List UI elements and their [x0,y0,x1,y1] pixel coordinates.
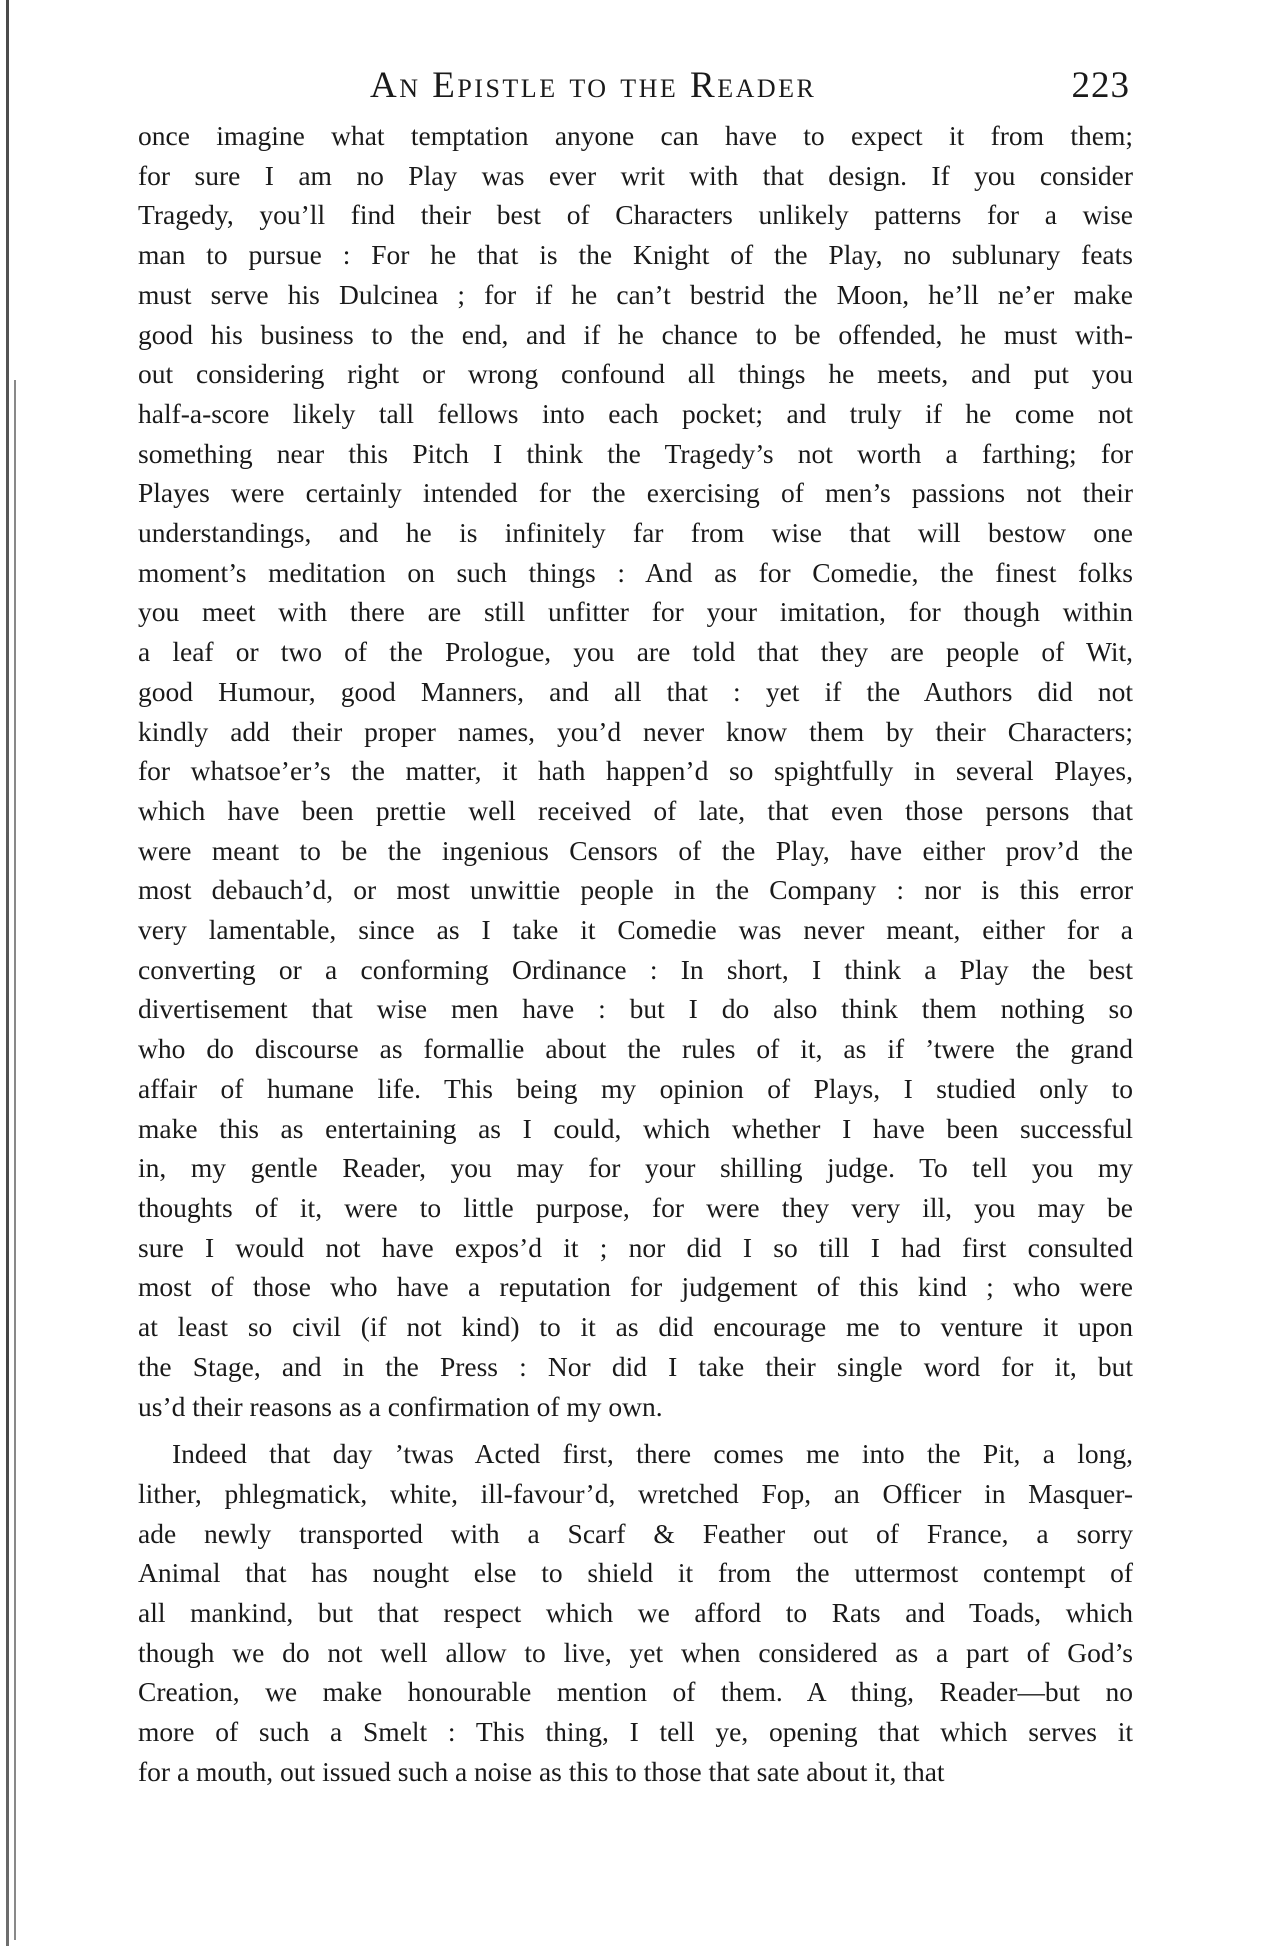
text-line: sure I would not have expos’d it ; nor did I so till I had first consulted [138,1231,1133,1263]
text-line: moment’s meditation on such things : And as for Comedie, the finest folks [138,556,1133,588]
text-line: a leaf or two of the Prologue, you are told that they are people of Wit, [138,636,1133,668]
body-text [138,116,1133,1792]
text-line: ade newly transported with a Scarf & Feather out of France, a sorry [138,1517,1133,1549]
text-line: most debauch’d, or most unwittie people in the Company : nor is this error [138,874,1133,906]
text-line: for sure I am no Play was ever writ with that design. If you consider [138,159,1133,191]
text-line: Creation, we make honourable mention of them. A thing, Reader—but no [138,1676,1133,1708]
text-line: very lamentable, since as I take it Comedie was never meant, either for a [138,914,1133,946]
text-line: good Humour, good Manners, and all that : yet if the Authors did not [138,675,1133,707]
binding-edge-line [14,380,16,1940]
text-line: lither, phlegmatick, white, ill-favour’d, wretched Fop, an Officer in Masquer- [138,1477,1133,1509]
text-line: converting or a conforming Ordinance : In short, I think a Play the best [138,953,1133,985]
text-line: affair of humane life. This being my opinion of Plays, I studied only to [138,1072,1133,1104]
binding-edge-shadow [6,0,9,1946]
text-line: half-a-score likely tall fellows into each pocket; and truly if he come not [138,397,1133,429]
paragraph-2 [138,1434,1133,1791]
text-line: all mankind, but that respect which we afford to Rats and Toads, which [138,1597,1133,1629]
text-line: kindly add their proper names, you’d never know them by their Characters; [138,715,1133,747]
text-line: more of such a Smelt : This thing, I tell ye, opening that which serves it [138,1716,1133,1748]
text-line: good his business to the end, and if he chance to be offended, he must with- [138,318,1133,350]
paragraph-gap [138,1426,1133,1434]
text-line: once imagine what temptation anyone can have to expect it from them; [138,120,1133,151]
text-line: were meant to be the ingenious Censors of the Play, have either prov’d the [138,834,1133,866]
text-line: though we do not well allow to live, yet when considered as a part of God’s [138,1636,1133,1668]
paragraph-1 [138,116,1133,1426]
text-line: for a mouth, out issued such a noise as this to those that sate about it, that [138,1755,945,1787]
text-line: most of those who have a reputation for judgement of this kind ; who were [138,1271,1133,1303]
text-line: Indeed that day ’twas Acted first, there comes me into the Pit, a long, [172,1438,1133,1470]
text-line: for whatsoe’er’s the matter, it hath happen’d so spightfully in several Playes, [138,755,1133,787]
text-line: us’d their reasons as a confirmation of my own. [138,1390,663,1422]
text-line: at least so civil (if not kind) to it as did encourage me to venture it upon [138,1311,1133,1343]
text-line: understandings, and he is infinitely far from wise that will bestow one [138,517,1133,549]
running-head [140,60,1140,112]
page-number: 223 [1071,65,1130,106]
text-line: out considering right or wrong confound all things he meets, and put you [138,358,1133,390]
text-line: make this as entertaining as I could, which whether I have been successful [138,1112,1133,1144]
text-line: the Stage, and in the Press : Nor did I take their single word for it, but [138,1350,1133,1382]
text-line: Animal that has nought else to shield it from the uttermost contempt of [138,1557,1133,1589]
text-line: you meet with there are still unfitter for your imitation, for though within [138,596,1133,628]
text-line: Tragedy, you’ll find their best of Characters unlikely patterns for a wise [138,199,1133,231]
text-line: must serve his Dulcinea ; for if he can’t bestrid the Moon, he’ll ne’er make [138,278,1133,310]
text-line: thoughts of it, were to little purpose, for were they very ill, you may be [138,1191,1133,1223]
text-line: Playes were certainly intended for the exercising of men’s passions not their [138,477,1133,509]
text-line: which have been prettie well received of late, that even those persons that [138,794,1133,826]
text-line: something near this Pitch I think the Tragedy’s not worth a farthing; for [138,437,1133,469]
text-line: in, my gentle Reader, you may for your shilling judge. To tell you my [138,1152,1133,1184]
text-line: who do discourse as formallie about the rules of it, as if ’twere the grand [138,1033,1133,1065]
running-title: An Epistle to the Reader [370,65,817,106]
text-line: man to pursue : For he that is the Knight of the Play, no sublunary feats [138,239,1133,271]
text-line: divertisement that wise men have : but I do also think them nothing so [138,993,1133,1025]
